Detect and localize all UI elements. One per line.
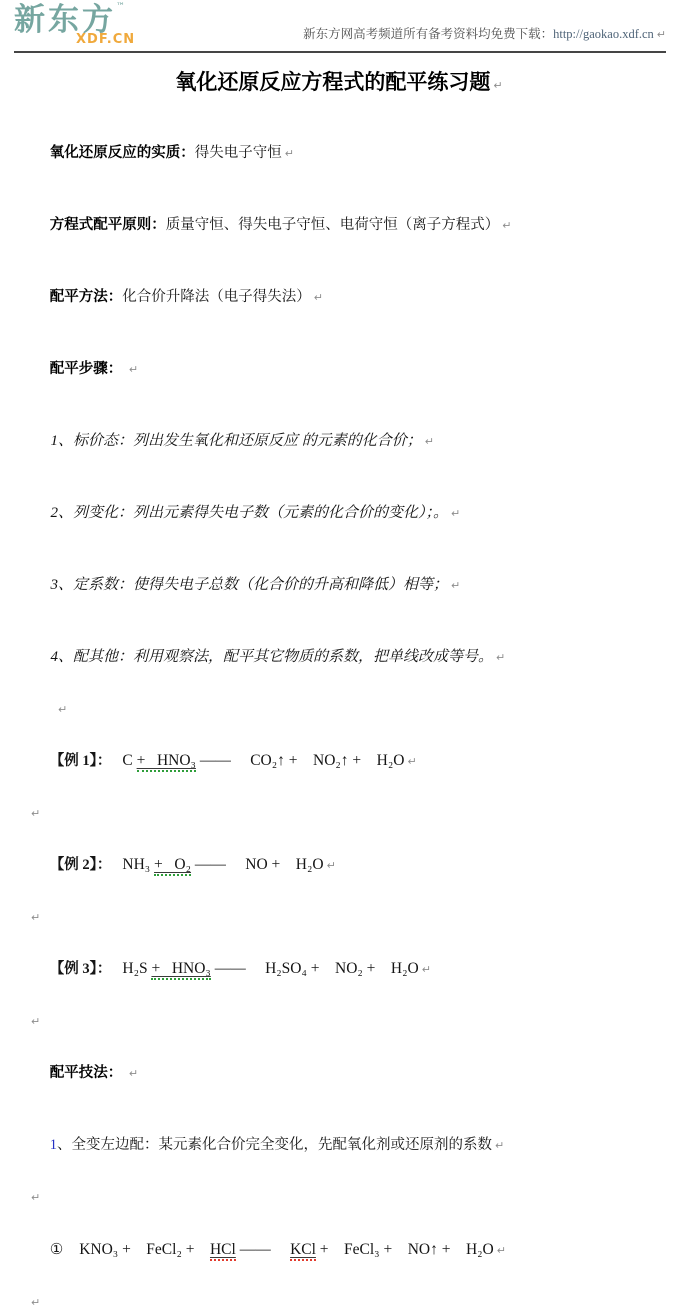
- intro-text: 得失电子守恒: [194, 145, 282, 161]
- page-header: [14, 0, 666, 53]
- paragraph-mark: ↵: [502, 219, 512, 232]
- step-line-1: 1、标价态：列出发生氧化和还原反应 的元素的化合价； ↵: [50, 433, 434, 449]
- paragraph-mark: ↵: [451, 507, 461, 520]
- equation: KNO₃ + FeCl₂ + HCl —— KCl + FeCl₃ + NO↑ + H₂O: [79, 1241, 494, 1261]
- paragraph-mark: ↵: [424, 435, 434, 448]
- intro-label: 方程式配平原则：: [49, 217, 166, 233]
- paragraph-mark: ↵: [495, 1139, 505, 1152]
- step-line-2: 2、列变化：列出元素得失电子数（元素的化合价的变化）；。 ↵: [50, 505, 461, 521]
- intro-text: 质量守恒、得失电子守恒、电荷守恒（离子方程式）: [165, 217, 500, 233]
- empty-paragraph: [28, 1011, 650, 1032]
- paragraph-mark: ↵: [496, 1244, 506, 1257]
- item-text: 、全变左边配：某元素化合价完全变化，先配氧化剂或还原剂的系数: [57, 1137, 492, 1153]
- technique-heading: 配平技法： ↵: [49, 1065, 139, 1081]
- xdf-logo: [14, 2, 136, 47]
- empty-paragraph: [28, 1292, 650, 1313]
- technique-equation-1: [28, 1219, 650, 1281]
- paragraph-mark: ↵: [421, 963, 431, 976]
- intro-line-method: [28, 267, 650, 328]
- underlined-term: KCl: [290, 1241, 316, 1261]
- trademark-symbol: ™: [116, 2, 125, 12]
- paragraph-mark: ↵: [31, 1296, 41, 1309]
- example-label: 【例 1】：: [49, 753, 112, 769]
- paragraph-mark: ↵: [31, 1191, 41, 1204]
- intro-text: 化合价升降法（电子得失法）: [122, 289, 311, 305]
- paragraph-mark: ↵: [31, 807, 41, 820]
- example-label: 【例 3】：: [49, 961, 112, 977]
- brand-name: 新东方: [14, 2, 116, 38]
- intro-line-essence: [28, 123, 650, 184]
- paragraph-mark: ↵: [326, 859, 336, 872]
- example-line-3: [28, 939, 650, 1000]
- underlined-term: HCl: [210, 1241, 236, 1261]
- brand-domain: XDF.CN: [76, 32, 136, 47]
- equation: H₂S + HNO₃ —— H₂SO₄ + NO₂ + H₂O: [122, 960, 418, 980]
- paragraph-mark: ↵: [451, 579, 461, 592]
- paragraph-mark: ↵: [128, 1067, 139, 1080]
- intro-label: 氧化还原反应的实质：: [49, 145, 195, 161]
- paragraph-mark: ↵: [493, 79, 503, 92]
- item-number: 1: [49, 1137, 57, 1153]
- paragraph-mark: ↵: [284, 147, 294, 160]
- paragraph-mark: ↵: [31, 911, 41, 924]
- tagline-text: 新东方网高考频道所有备考资料均免费下载：: [303, 27, 554, 41]
- intro-label: 配平步骤：: [49, 361, 123, 377]
- underlined-term: + O₂: [154, 856, 191, 876]
- empty-paragraph: [28, 803, 650, 824]
- equation: NH₃ + O₂ —— NO + H₂O: [122, 856, 323, 876]
- empty-paragraph: [28, 699, 650, 720]
- empty-paragraph: [28, 907, 650, 928]
- header-tagline: [303, 27, 666, 46]
- step-line-4: 4、配其他：利用观察法，配平其它物质的系数，把单线改成等号。 ↵: [50, 649, 506, 665]
- intro-line-steps-heading: [28, 339, 650, 400]
- example-label: 【例 2】：: [49, 857, 112, 873]
- example-line-2: [28, 835, 650, 896]
- step-line-3: 3、定系数：使得失电子总数（化合价的升高和降低）相等； ↵: [50, 577, 461, 593]
- circled-number: ①: [49, 1240, 64, 1258]
- paragraph-mark: ↵: [31, 1015, 41, 1028]
- underlined-term: + HNO₃: [137, 752, 196, 772]
- paragraph-mark: ↵: [496, 651, 506, 664]
- paragraph-mark: ↵: [313, 291, 323, 304]
- technique-item-1: [28, 1115, 650, 1176]
- paragraph-mark: ↵: [656, 28, 666, 41]
- paragraph-mark: ↵: [128, 363, 139, 376]
- download-url-link[interactable]: http://gaokao.xdf.cn: [553, 27, 654, 41]
- intro-line-principle: [28, 195, 650, 256]
- empty-paragraph: [28, 1187, 650, 1208]
- paragraph-mark: ↵: [58, 703, 68, 716]
- underlined-term: + HNO₃: [151, 960, 210, 980]
- example-line-1: [28, 731, 650, 792]
- intro-label: 配平方法：: [49, 289, 123, 305]
- paragraph-mark: ↵: [407, 755, 417, 768]
- equation: C + HNO₃ —— CO₂↑ + NO₂↑ + H₂O: [122, 752, 404, 772]
- doc-title: 氧化还原反应方程式的配平练习题 ↵: [175, 70, 503, 94]
- document-body: [0, 68, 678, 1313]
